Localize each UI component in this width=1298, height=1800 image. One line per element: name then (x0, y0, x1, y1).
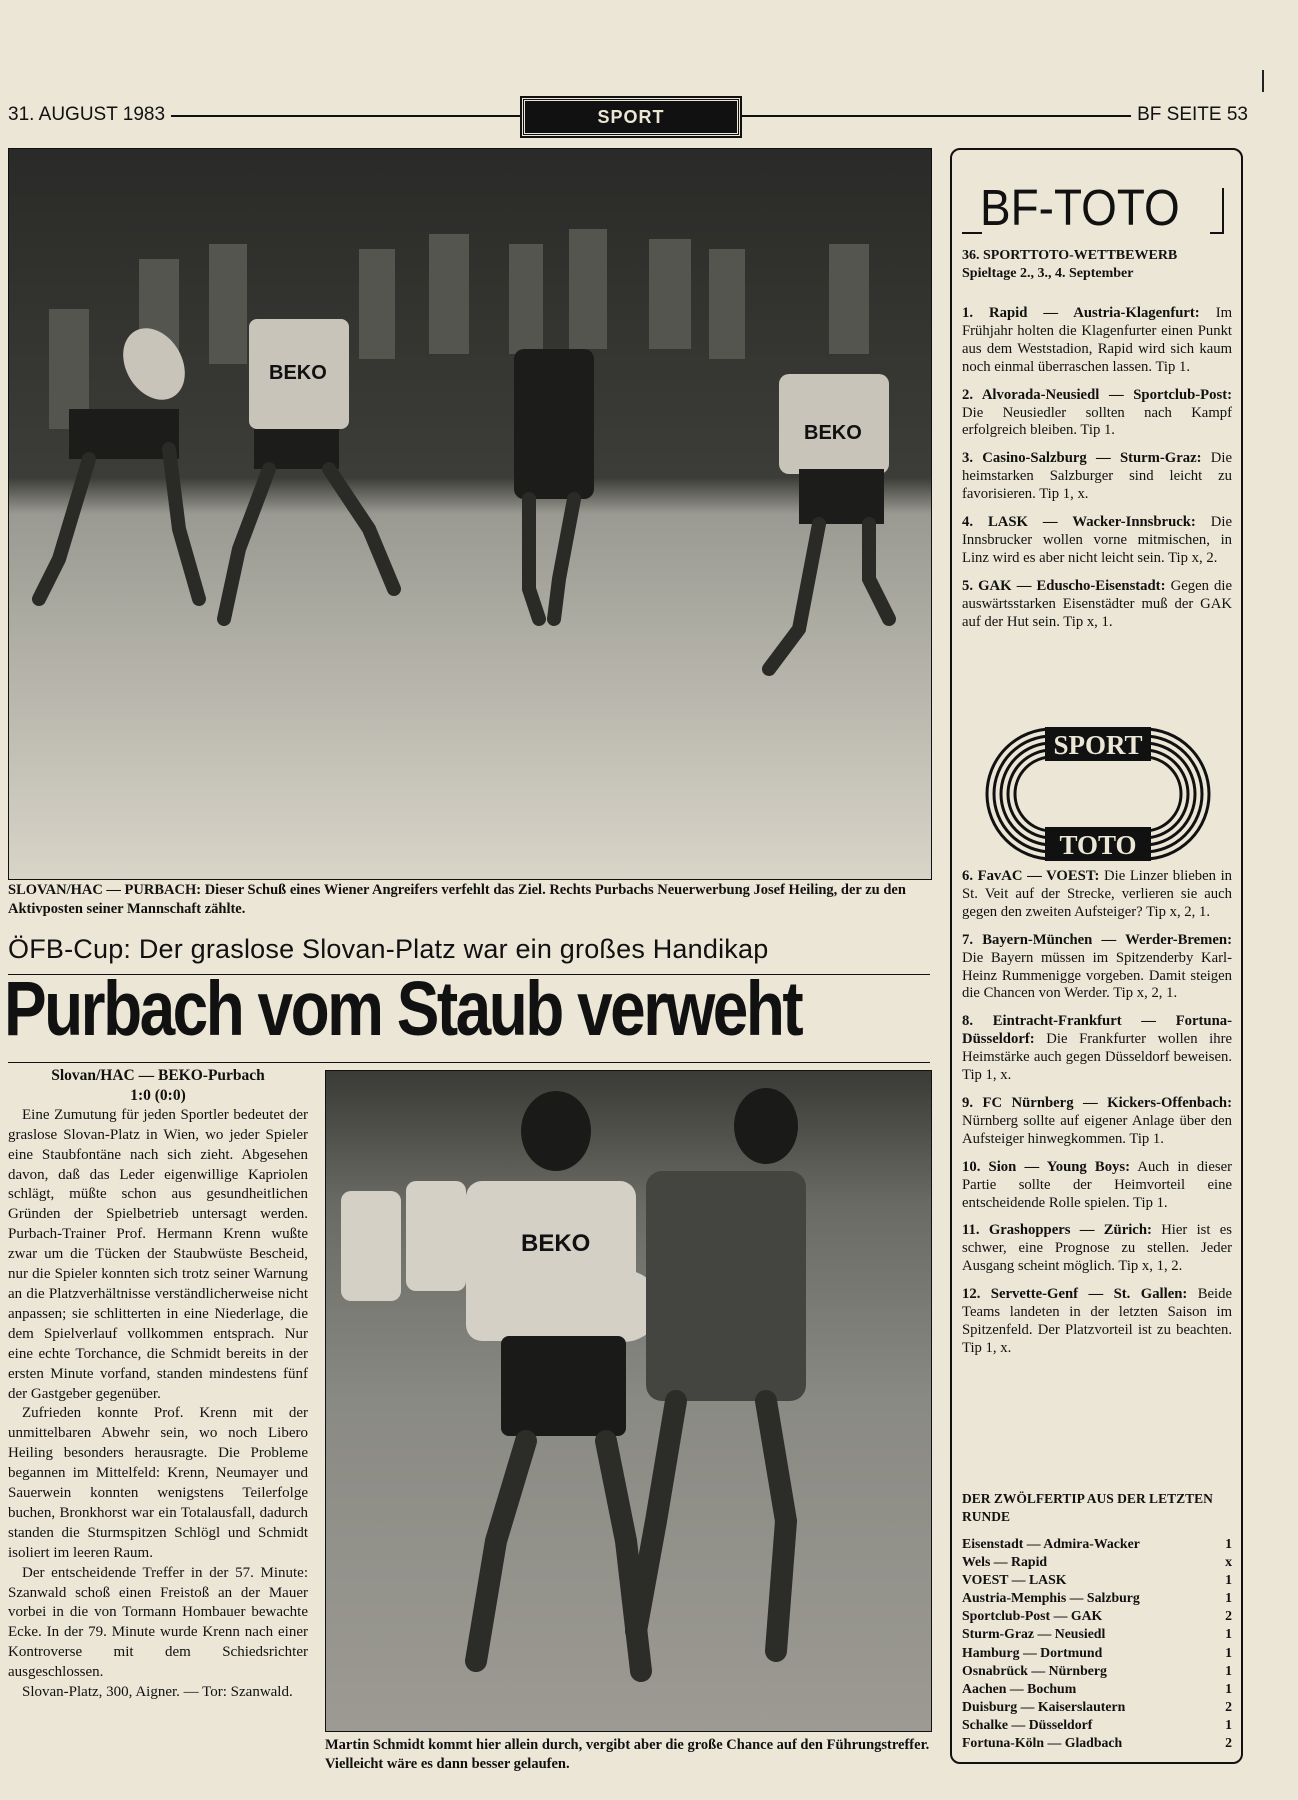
toto-tip-match: 1. Rapid — Austria-Klagenfurt: (962, 305, 1200, 321)
article-paragraph: Zufrieden konnte Prof. Krenn mit der unmittelbaren Abwehr sein, wo noch Libero Heiling besonders herausragte. Die Probleme begannen im Mittelfeld: Krenn, Neumayer und Sauerwein konnten wenigstens Teilerfolge buchen, Bronkhorst war ein Totalausfall, dadurch standen die Sturmspitzen Schlögl und Schmidt isoliert im leeren Raum. (8, 1405, 308, 1561)
headline: Purbach vom Staub verweht (4, 966, 802, 1052)
toto-tip (962, 387, 1232, 441)
zwoelfertip-list (962, 1535, 1232, 1752)
headline-rule-bottom (8, 1062, 930, 1063)
toto-tip-text: Die Bayern müssen im Spitzenderby Karl-Heinz Rummenigge vorgeben. Damit steigen die Chancen von Werder. Tip x, 2, 1. (962, 949, 1232, 1002)
zwoelfertip-match: Osnabrück — Nürnberg (962, 1662, 1107, 1678)
toto-tip-match: 9. FC Nürnberg — Kickers-Offenbach: (962, 1094, 1232, 1111)
zwoelfertip-result: 1 (1225, 1680, 1232, 1696)
zwoelfertip-match: Schalke — Düsseldorf (962, 1716, 1093, 1732)
toto-tip-text: Gegen die auswärtsstarken Eisenstädter muß der GAK auf der Hut sein. Tip x, 1. (962, 577, 1232, 630)
article-paragraph: Der entscheidende Treffer in der 57. Minute: Szanwald schoß einen Freistoß an der Mauer vorbei in die von Tormann Hombauer bewachte Ecke. In der 79. Minute wurde Krenn nach einer Kontroverse mit dem Schiedsrichter ausgeschlossen. (8, 1564, 308, 1681)
toto-tip-text: Beide Teams landeten in der letzten Saison im Spitzenfeld. Der Platzvorteil ist zu beachten. Tip 1, x. (962, 1286, 1232, 1356)
photo-caption-top: SLOVAN/HAC — PURBACH: Dieser Schuß eines Wiener Angreifers verfehlt das Ziel. Rechts Purbachs Neuerwerbung Josef Heiling, der zu den Aktivposten seiner Mannschaft zählte. (8, 882, 906, 917)
toto-tips-second (962, 868, 1232, 1368)
toto-tip-text: Die Neusiedler sollten nach Kampf erfolgreich bleiben. Tip 1. (962, 404, 1232, 439)
zwoelfertip-row (962, 1716, 1232, 1734)
toto-tip-match: 7. Bayern-München — Werder-Bremen: (962, 931, 1232, 948)
zwoelfertip-match: Sturm-Graz — Neusiedl (962, 1626, 1106, 1642)
zwoelfertip-result: 1 (1225, 1626, 1232, 1642)
toto-tip-text: Die Linzer blieben in St. Veit auf der Strecke, verlieren sie auch gegen den zweiten Aufsteiger? Tip x, 2, 1. (962, 868, 1233, 920)
toto-competition-name: 36. SPORTTOTO-WETTBEWERB (962, 248, 1178, 263)
toto-tip-match: 10. Sion — Young Boys: (962, 1158, 1130, 1175)
zwoelfertip-match: Sportclub-Post — GAK (962, 1608, 1103, 1624)
issue-date: 31. AUGUST 1983 (8, 104, 171, 126)
toto-tip-match: 3. Casino-Salzburg — Sturm-Graz: (962, 450, 1202, 467)
toto-tip (962, 305, 1232, 377)
photo-caption-bottom: Martin Schmidt kommt hier allein durch, vergibt aber die große Chance auf den Führungstreffer. Vielleicht wäre es dann besser gelaufen. (325, 1737, 930, 1772)
toto-tip-match: 4. LASK — Wacker-Innsbruck: (962, 514, 1196, 531)
zwoelfertip-row (962, 1734, 1232, 1752)
zwoelfertip-match: Hamburg — Dortmund (962, 1644, 1103, 1660)
zwoelfertip-row (962, 1680, 1232, 1698)
toto-tip-match: 12. Servette-Genf — St. Gallen: (962, 1286, 1188, 1303)
zwoelfertip-match: Wels — Rapid (962, 1554, 1048, 1570)
toto-tip (962, 450, 1232, 504)
zwoelfertip-row (962, 1698, 1232, 1716)
toto-title-text: BF-TOTO (980, 179, 1180, 236)
zwoelfertip-result: 1 (1225, 1590, 1232, 1606)
zwoelfertip-title: DER ZWÖLFERTIP AUS DER LETZTEN RUNDE (962, 1491, 1213, 1524)
toto-tip-text: Die Innsbrucker wollen vorne mitmischen, in Linz wird es aber nicht leicht sein. Tip x, 2. (962, 514, 1232, 566)
toto-matchdays: Spieltage 2., 3., 4. September (962, 266, 1134, 281)
zwoelfertip-result: 2 (1225, 1735, 1232, 1751)
toto-tip-match: 11. Grashoppers — Zürich: (962, 1222, 1152, 1239)
toto-tip-match: 6. FavAC — VOEST: (962, 868, 1100, 884)
zwoelfertip-result: 2 (1225, 1698, 1232, 1714)
toto-tip-text: Die heimstarken Salzburger sind leicht zu favorisieren. Tip 1, x. (962, 450, 1232, 503)
zwoelfertip-row (962, 1535, 1232, 1553)
kicker-line: ÖFB-Cup: Der graslose Slovan-Platz war ein großes Handikap (8, 934, 769, 964)
toto-tip (962, 932, 1232, 1004)
toto-tip (962, 1222, 1232, 1276)
zwoelfertip-match: Austria-Memphis — Salzburg (962, 1590, 1140, 1606)
toto-tip-text: Hier ist es schwer, eine Prognose zu stellen. Jeder Ausgang scheint möglich. Tip x, 1, 2. (962, 1222, 1232, 1275)
toto-tip-match: 8. Eintracht-Frankfurt — Fortuna-Düsseldorf: (962, 1013, 1232, 1048)
toto-tip-text: Auch in dieser Partie sollte der Heimvorteil eine entscheidende Rolle spielen. Tip 1. (962, 1158, 1232, 1211)
match-photo-top (8, 148, 932, 880)
svg-text:TOTO: TOTO (1059, 830, 1137, 860)
article-paragraph: Slovan-Platz, 300, Aigner. — Tor: Szanwald. (22, 1684, 293, 1701)
zwoelfertip-result: 1 (1225, 1716, 1232, 1732)
toto-tips-first (962, 305, 1232, 642)
zwoelfertip-match: Eisenstadt — Admira-Wacker (962, 1536, 1140, 1551)
zwoelfertip-row (962, 1607, 1232, 1625)
sport-toto-logo (985, 727, 1211, 861)
zwoelfertip-match: Fortuna-Köln — Gladbach (962, 1735, 1123, 1751)
zwoelfertip-result: x (1225, 1554, 1232, 1570)
toto-tip (962, 1159, 1232, 1213)
toto-tip (962, 1013, 1232, 1085)
svg-text:BEKO: BEKO (521, 1230, 591, 1257)
zwoelfertip-result: 1 (1225, 1662, 1232, 1678)
zwoelfertip-row (962, 1553, 1232, 1571)
zwoelfertip-row (962, 1625, 1232, 1643)
zwoelfertip-result: 1 (1225, 1644, 1232, 1660)
margin-mark (1262, 70, 1264, 92)
svg-text:SPORT: SPORT (1053, 730, 1143, 760)
article-score: 1:0 (0:0) (130, 1086, 186, 1104)
svg-text:BEKO: BEKO (804, 422, 862, 444)
article-body (8, 1066, 308, 1703)
toto-competition (962, 247, 1232, 283)
toto-tip (962, 514, 1232, 568)
toto-tip-match: 5. GAK — Eduscho-Eisenstadt: (962, 577, 1166, 594)
zwoelfertip-result: 1 (1225, 1572, 1232, 1588)
toto-title (962, 178, 1232, 236)
section-label: SPORT (522, 98, 740, 136)
toto-tip (962, 868, 1232, 922)
zwoelfertip-match: Aachen — Bochum (962, 1680, 1077, 1696)
toto-tip-match: 2. Alvorada-Neusiedl — Sportclub-Post: (962, 386, 1232, 403)
toto-tip-text: Nürnberg sollte auf eigener Anlage über den Aufsteiger hinwegkommen. Tip 1. (962, 1112, 1232, 1147)
zwoelfertip-row (962, 1644, 1232, 1662)
svg-text:BEKO: BEKO (269, 362, 327, 384)
match-photo-bottom (325, 1070, 932, 1732)
toto-tip (962, 1095, 1232, 1149)
zwoelfertip-row (962, 1589, 1232, 1607)
page-number: BF SEITE 53 (1131, 104, 1248, 126)
zwoelfertip-row (962, 1662, 1232, 1680)
toto-tip-text: Im Frühjahr holten die Klagenfurter einen Punkt aus dem Weststadion, Rapid wird sich kaum noch einmal überraschen lassen. Tip 1. (962, 305, 1233, 375)
zwoelfertip-result: 1 (1225, 1536, 1232, 1551)
toto-tip (962, 1286, 1232, 1358)
toto-tip (962, 578, 1232, 632)
zwoelfertip-match: VOEST — LASK (962, 1572, 1067, 1588)
article-match: Slovan/HAC — BEKO-Purbach (51, 1067, 265, 1084)
zwoelfertip-result: 2 (1225, 1608, 1232, 1624)
article-paragraph: Eine Zumutung für jeden Sportler bedeutet der graslose Slovan-Platz in Wien, wo jeder Spieler eine Staubfontäne nach sich zieht. Abgesehen davon, daß das Leder eigenwillige Kapriolen schlägt, müßte schon aus gesundheitlichen Gründen der Spielbetrieb untersagt werden. Purbach-Trainer Prof. Hermann Krenn wußte zwar um die Tücken der Staubwüste Bescheid, nur die Spieler konnten sich trotz seiner Warnung an die Platzverhältnisse verständlicherweise nicht anpassen; sie schlitterten in eine Niederlage, die dem Spielverlauf vollkommen entsprach. Nur eine echte Torchance, die Schmidt bereits in der ersten Minute vorfand, standen mindestens fünf der Gastgeber gegenüber. (8, 1106, 308, 1402)
zwoelfertip-match: Duisburg — Kaiserslautern (962, 1698, 1126, 1714)
toto-tip-text: Die Frankfurter wollen ihre Heimstärke auch gegen Düsseldorf beweisen. Tip 1, x. (962, 1031, 1232, 1084)
zwoelfertip-row (962, 1571, 1232, 1589)
